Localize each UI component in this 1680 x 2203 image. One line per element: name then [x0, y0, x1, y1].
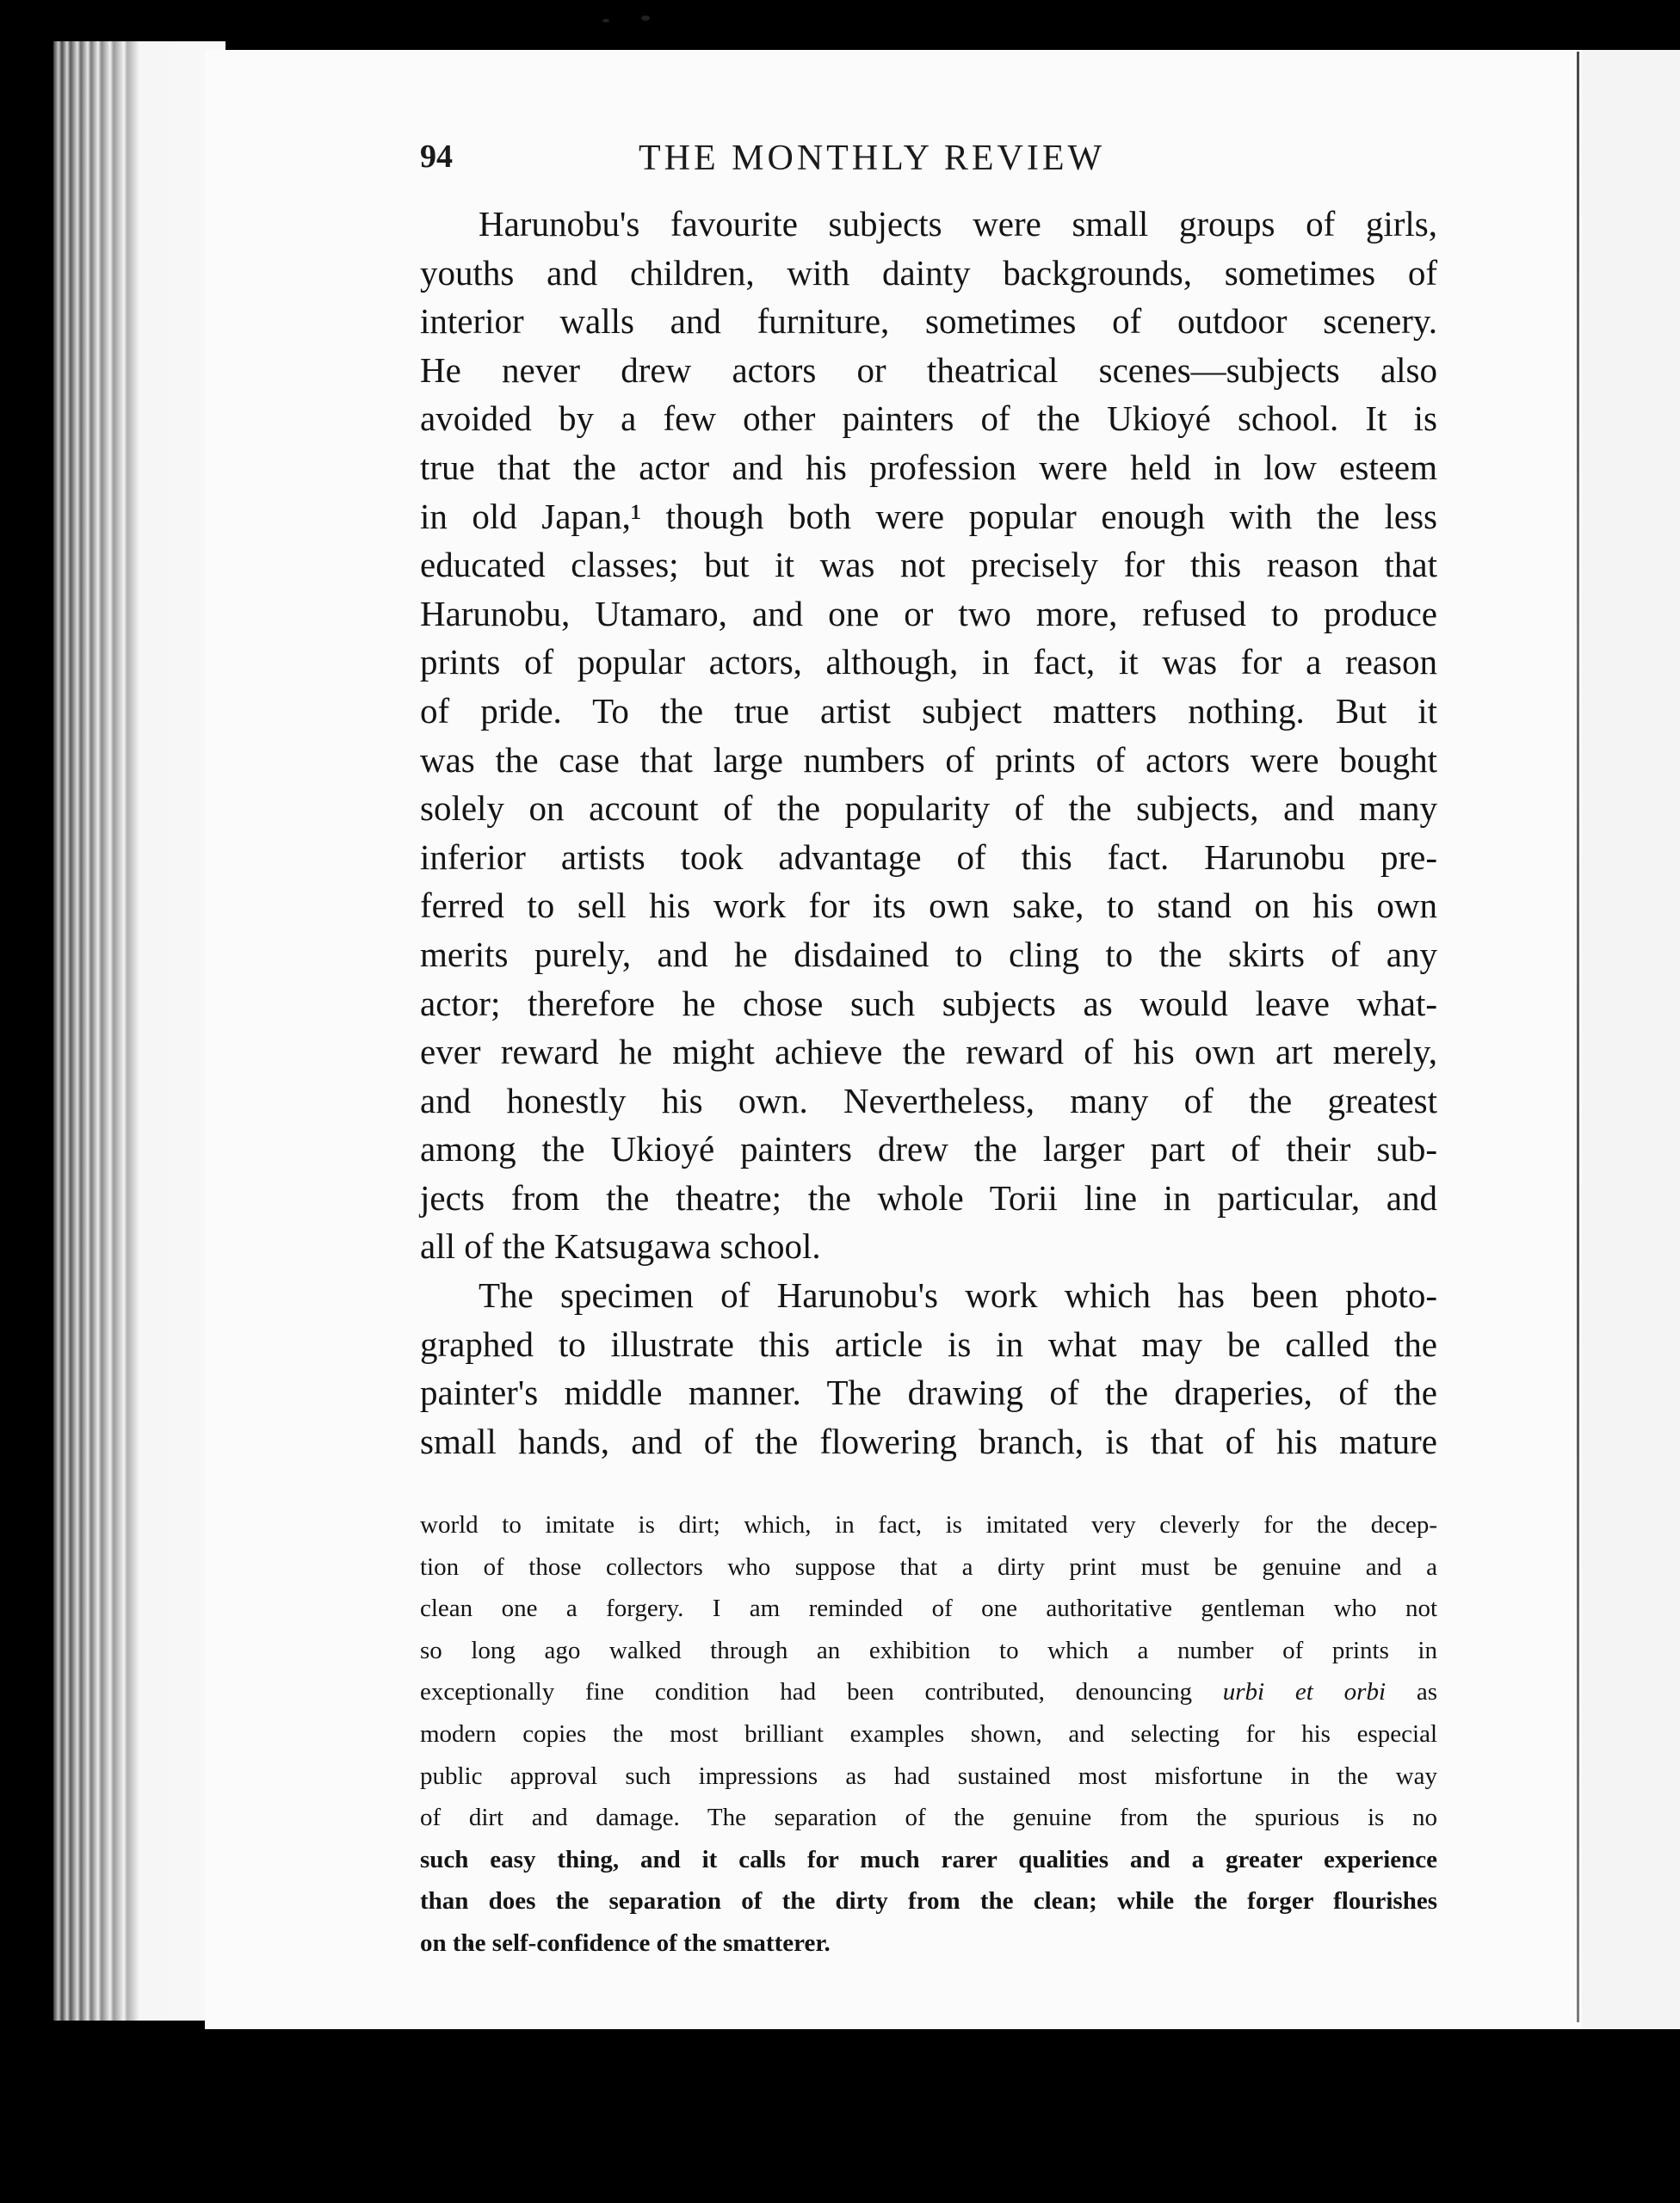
text-line: avoided by a few other painters of the Ukioyé school. It is	[420, 398, 1437, 439]
footnote-line	[420, 1671, 1437, 1713]
text-line: ever reward he might achieve the reward of his own art merely,	[420, 1032, 1437, 1072]
text-line: Harunobu, Utamaro, and one or two more, refused to produce	[420, 593, 1437, 633]
text-line: prints of popular actors, although, in fact, it was for a reason	[420, 642, 1437, 682]
text-line: interior walls and furniture, sometimes of outdoor scenery.	[420, 301, 1437, 342]
footnote-italic-phrase: urbi et orbi	[1222, 1678, 1387, 1706]
text-line: true that the actor and his profession were held in low esteem	[420, 447, 1437, 487]
book-page-edges	[53, 41, 225, 2021]
text-line: actor; therefore he chose such subjects as would leave what-	[420, 983, 1437, 1023]
running-head-title: THE MONTHLY REVIEW	[639, 139, 1106, 178]
text-line: painter's middle manner. The drawing of the draperies, of the	[420, 1373, 1437, 1413]
text-line: was the case that large numbers of prints of actors were bought	[420, 739, 1437, 780]
text-line: He never drew actors or theatrical scenes—subjects also	[420, 349, 1437, 390]
text-line: of pride. To the true artist subject matters nothing. But it	[420, 690, 1437, 731]
text-line: The specimen of Harunobu's work which has been photo-	[479, 1275, 1437, 1316]
text-line: Harunobu's favourite subjects were small groups of girls,	[479, 204, 1437, 244]
top-scan-speck	[602, 19, 609, 22]
text-line: ferred to sell his work for its own sake, to stand on his own	[420, 886, 1437, 926]
text-line: educated classes; but it was not precisely for this reason that	[420, 545, 1437, 585]
footnote-line: such easy thing, and it calls for much rarer qualities and a greater experience	[420, 1845, 1437, 1873]
footnote-line-text: as	[1416, 1678, 1437, 1706]
text-line: solely on account of the popularity of the subjects, and many	[420, 788, 1437, 829]
footnote-line: than does the separation of the dirty from the clean; while the forger flourishes	[420, 1887, 1437, 1916]
footnote-line: tion of those collectors who suppose that a dirty print must be genuine and a	[420, 1552, 1437, 1581]
text-line: graphed to illustrate this article is in what may be called the	[420, 1324, 1437, 1364]
bottom-scan-border	[0, 2029, 1680, 2203]
text-line: in old Japan,¹ though both were popular enough with the less	[420, 496, 1437, 536]
text-line: and honestly his own. Nevertheless, many of the greatest	[420, 1080, 1437, 1120]
footnote-line: public approval such impressions as had sustained most misfortune in the way	[420, 1762, 1437, 1790]
footnote-line: clean one a forgery. I am reminded of one authoritative gentleman who not	[420, 1595, 1437, 1623]
main-text-block	[420, 200, 1437, 1466]
page-number: 94	[420, 139, 453, 175]
footnote-line: modern copies the most brilliant examples shown, and selecting for his especial	[420, 1719, 1437, 1748]
text-line: small hands, and of the flowering branch, is that of his mature	[420, 1421, 1437, 1461]
text-line: jects from the theatre; the whole Torii line in particular, and	[420, 1177, 1437, 1218]
text-line: inferior artists took advantage of this fact. Harunobu pre-	[420, 836, 1437, 877]
footnote-block	[420, 1504, 1437, 1965]
text-line: among the Ukioyé painters drew the larger part of their sub-	[420, 1129, 1437, 1169]
footnote-line: world to imitate is dirt; which, in fact, is imitated very cleverly for the decep-	[420, 1511, 1437, 1539]
footnote-line: so long ago walked through an exhibition to which a number of prints in	[420, 1636, 1437, 1664]
right-page-margin	[1582, 50, 1680, 2029]
text-line: merits purely, and he disdained to cling to the skirts of any	[420, 934, 1437, 974]
top-scan-speck	[641, 15, 650, 21]
footnote-line: on the self-confidence of the smatterer.	[420, 1928, 831, 1957]
footnote-line: of dirt and damage. The separation of the genuine from the spurious is no	[420, 1804, 1437, 1832]
text-line: youths and children, with dainty backgrounds, sometimes of	[420, 252, 1437, 293]
footnote-line-text: exceptionally fine condition had been contributed, denouncing	[420, 1678, 1192, 1706]
text-line: all of the Katsugawa school.	[420, 1226, 821, 1267]
gutter-shadow-line	[1577, 52, 1579, 2022]
